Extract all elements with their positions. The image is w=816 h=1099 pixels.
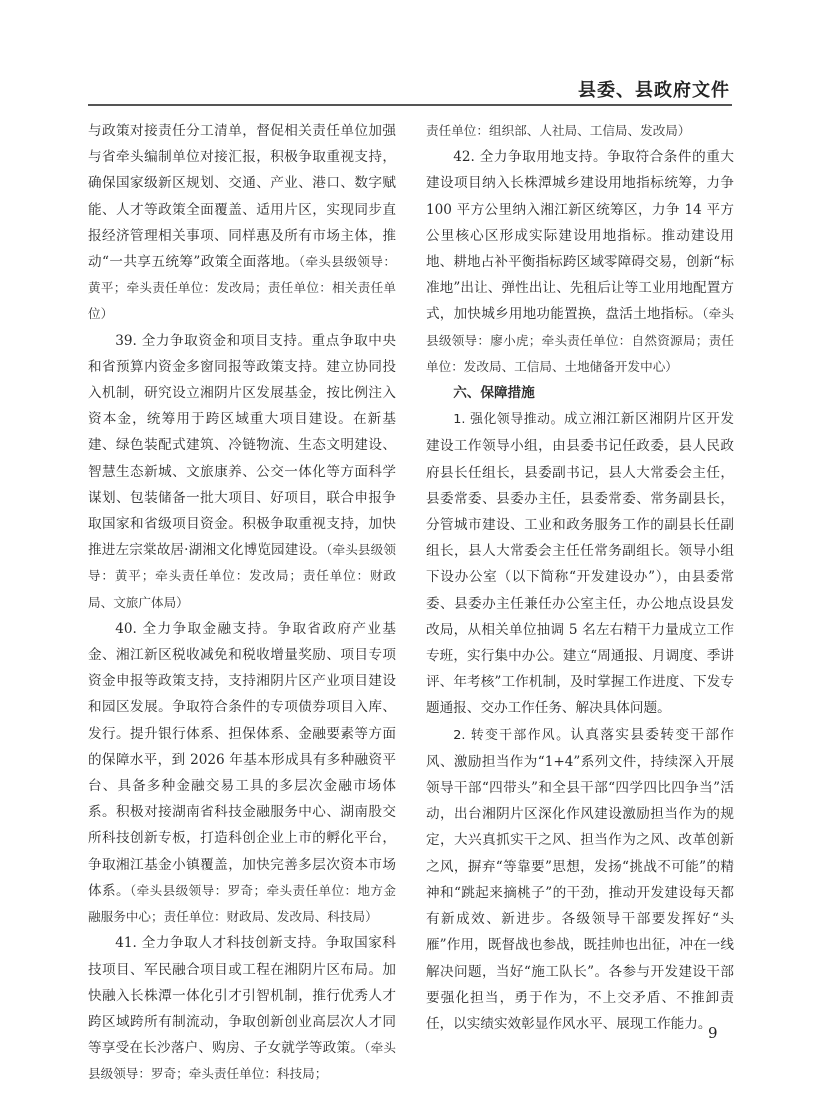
responsibility-note: （牵头县级领导：廖小虎；牵头责任单位：自然资源局；责任单位：发改局、工信局、土地储备开发中心） <box>426 306 734 374</box>
paragraph-item-40 <box>88 616 396 930</box>
responsibility-note: （牵头县级领导：罗奇；牵头责任单位：科技局； <box>88 1040 396 1082</box>
paragraph-item-39 <box>88 328 396 616</box>
page-number: 9 <box>708 1024 718 1042</box>
running-header-title: 县委、县政府文件 <box>578 80 730 101</box>
paragraph-text: 成立湘江新区湘阴片区开发建设工作领导小组，由县委书记任政委，县人民政府县长任组长，县委副书记，县人大常委会主任，县委常委、县委办主任，县委常委、常务副县长，分管城市建设、工业和政务服务工作的副县长任副组长，县人大常委会主任任常务副组长。领导小组下设办公室（以下简称“开发建设办”），由县委常委、县委办主任兼任办公室主任，办公地点设县发改局，从相关单位抽调 5 名左右精干力量成立工作专班，实行集中办公。建立“周通报、月调度、季讲评、年考核”工作机制，及时掌握工作进度、下发专题通报、交办工作任务、解决具体问题。 <box>426 411 735 717</box>
paragraph-text: 与政策对接责任分工清单，督促相关责任单位加强与省牵头编制单位对接汇报，积极争取重视支持，确保国家级新区规划、交通、产业、港口、数字赋能、人才等政策全面覆盖、适用片区，实现同步直报经济管理相关事项、同样惠及所有市场主体，推动“一共享五统筹”政策全面落地。 <box>88 123 396 271</box>
right-column <box>426 118 734 1037</box>
responsibility-note: （牵头县级领导：黄平；牵头责任单位：发改局；责任单位：相关责任单位） <box>88 254 396 322</box>
measure-lead: 1. 强化领导推动。 <box>453 412 565 428</box>
paragraph-text: 39. 全力争取资金和项目支持。重点争取中央和省预算内资金多窗同报等政策支持。建立协同投入机制，研究设立湘阴片区发展基金，按比例注入资本金，统筹用于跨区域重大项目建设。在新基建、绿色装配式建筑、冷链物流、生态文明建设、智慧生态新城、文旅康养、公交一体化等方面科学谋划、包装储备一批大项目、好项目，联合申报争取国家和省级项目资金。积极争取重视支持，加快推进左宗棠故居·湖湘文化博览园建设。 <box>88 332 396 559</box>
section-heading: 六、保障措施 <box>453 385 535 402</box>
paragraph-text: 41. 全力争取人才科技创新支持。争取国家科技项目、军民融合项目或工程在湘阴片区布局。加快融入长株潭一体化引才引智机制，推行优秀人才跨区域跨所有制流动，争取创新创业高层次人才同等享受在长沙落户、购房、子女就学等政策。 <box>88 935 396 1057</box>
left-column <box>88 118 396 1088</box>
paragraph-item-42 <box>426 144 734 380</box>
responsibility-note: （牵头县级领导：罗奇；牵头责任单位：地方金融服务中心；责任单位：财政局、发改局、科技局） <box>88 882 397 925</box>
paragraph-continued <box>88 118 396 328</box>
paragraph-item-41 <box>88 930 396 1087</box>
paragraph-text: 认真落实县委转变干部作风、激励担当作为“1+4”系列文件，持续深入开展领导干部“四带头”和全县干部“四学四比四争当”活动，出台湘阴片区深化作风建设激励担当作为的规定，大兴真抓实干之风、担当作为之风、改革创新之风，摒弃“等靠要”思想，发扬“挑战不可能”的精神和“跳起来摘桃子”的干劲，推动开发建设每天都有新成效、新进步。各级领导干部要发挥好“头雁”作用，既督战也参战，既挂帅也出征，冲在一线解决问题，当好“施工队长”。各参与开发建设干部要强化担当，勇于作为，不上交矛盾、不推卸责任，以实绩实效彰显作风水平、展现工作能力。 <box>426 726 734 1032</box>
paragraph-text: 42. 全力争取用地支持。争取符合条件的重大建设项目纳入长株潭城乡建设用地指标统筹，力争 100 平方公里纳入湘江新区统筹区，力争 14 平方公里核心区形成实际建设用地指标。推动建设用地、耕地占补平衡指标跨区域零障碍交易，创新“标准地”出让、弹性出让、先租后让等工业用地配置方式，加快城乡用地功能置换，盘活土地指标。 <box>426 149 734 323</box>
header-rule <box>88 104 732 106</box>
responsibility-note: （牵头县级领导：黄平；牵头责任单位：发改局；责任单位：财政局、文旅广体局） <box>88 542 396 610</box>
responsibility-note: 责任单位：组织部、人社局、工信局、发改局） <box>426 123 691 138</box>
measure-lead: 2. 转变干部作风。 <box>453 727 571 743</box>
measure-2 <box>426 722 734 1037</box>
paragraph-text: 40. 全力争取金融支持。争取省政府产业基金、湘江新区税收减免和税收增量奖励、项目专项资金申报等政策支持，支持湘阴片区产业项目建设和园区发展。争取符合条件的专项债券项目入库、发行。提升银行体系、担保体系、金融要素等方面的保障水平，到 2026 年基本形成具有多种融资平台、具备多种金融交易工具的多层次金融市场体系。积极对接湖南省科技金融服务中心、湖南股交所科技创新专板，打造科创企业上市的孵化平台，争取湘江基金小镇覆盖，加快完善多层次资本市场体系。 <box>88 620 396 899</box>
paragraph-item-41-continued <box>426 118 734 144</box>
measure-1 <box>426 406 734 721</box>
